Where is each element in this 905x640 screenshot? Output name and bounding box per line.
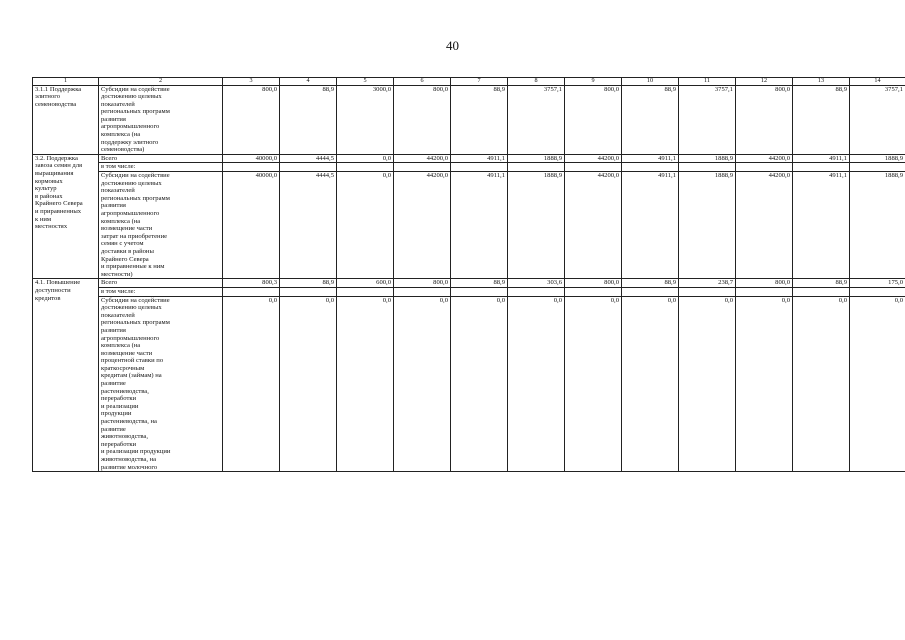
- page-number: 40: [446, 38, 459, 53]
- value-cell: 40000,0: [223, 154, 280, 163]
- measure-name: 3.1.1 Поддержка элитного семеноводства: [33, 85, 99, 154]
- value-cell: 4911,1: [451, 154, 508, 163]
- measure-name: 3.2. Поддержка завоза семян для выращивания кормовых культур в районах Крайнего Севера и приравненных к ним местностях: [33, 154, 99, 279]
- value-cell: 0,0: [337, 296, 394, 472]
- value-cell: [508, 287, 565, 296]
- table-row: [33, 279, 905, 288]
- value-cell: 44200,0: [394, 154, 451, 163]
- value-cell: 0,0: [451, 296, 508, 472]
- value-cell: 4911,1: [622, 172, 679, 279]
- value-cell: [679, 287, 736, 296]
- value-cell: 44200,0: [394, 172, 451, 279]
- value-cell: 88,9: [793, 279, 850, 288]
- value-cell: [337, 163, 394, 172]
- value-cell: 3757,1: [850, 85, 905, 154]
- value-cell: 800,0: [394, 85, 451, 154]
- column-header: 4: [280, 78, 337, 86]
- budget-table: [32, 77, 905, 472]
- funding-source-label: в том числе:: [99, 163, 223, 172]
- value-cell: [223, 287, 280, 296]
- column-header: 12: [736, 78, 793, 86]
- value-cell: 800,0: [736, 85, 793, 154]
- table-row: [33, 296, 905, 472]
- funding-source-label: в том числе:: [99, 287, 223, 296]
- value-cell: [394, 163, 451, 172]
- value-cell: 0,0: [337, 172, 394, 279]
- value-cell: 4444,5: [280, 172, 337, 279]
- value-cell: [622, 287, 679, 296]
- value-cell: 4444,5: [280, 154, 337, 163]
- value-cell: [280, 287, 337, 296]
- column-header: 2: [99, 78, 223, 86]
- value-cell: 44200,0: [736, 154, 793, 163]
- value-cell: 238,7: [679, 279, 736, 288]
- value-cell: 0,0: [736, 296, 793, 472]
- value-cell: 3000,0: [337, 85, 394, 154]
- value-cell: 1888,9: [679, 172, 736, 279]
- funding-source-label: Всего: [99, 279, 223, 288]
- value-cell: 0,0: [508, 296, 565, 472]
- header-row: [33, 78, 905, 86]
- value-cell: [394, 287, 451, 296]
- value-cell: 3757,1: [679, 85, 736, 154]
- value-cell: 1888,9: [508, 154, 565, 163]
- value-cell: 88,9: [793, 85, 850, 154]
- funding-source-label: Субсидии на содействие достижению целевых показателей региональных программ развития агропромышленного комплекса (на возмещение части затрат на приобретение семян с учетом доставки в районы Крайнего Севера и приравненные к ним местности): [99, 172, 223, 279]
- column-header: 8: [508, 78, 565, 86]
- funding-source-label: Всего: [99, 154, 223, 163]
- value-cell: 800,0: [736, 279, 793, 288]
- column-header: 1: [33, 78, 99, 86]
- value-cell: 0,0: [337, 154, 394, 163]
- value-cell: 44200,0: [565, 154, 622, 163]
- column-header: 11: [679, 78, 736, 86]
- value-cell: 0,0: [565, 296, 622, 472]
- table-row: [33, 85, 905, 154]
- value-cell: 0,0: [793, 296, 850, 472]
- value-cell: 0,0: [394, 296, 451, 472]
- value-cell: [451, 163, 508, 172]
- column-header: 13: [793, 78, 850, 86]
- value-cell: [850, 163, 905, 172]
- value-cell: [679, 163, 736, 172]
- column-header: 5: [337, 78, 394, 86]
- funding-source-label: Субсидии на содействие достижению целевых показателей региональных программ развития агропромышленного комплекса (на возмещение части процентной ставки по краткосрочным кредитам (займам) на развитие растениеводства, переработки и реализации продукции растениеводства, на развитие животноводства, переработки и реализации продукции животноводства, на развитие молочного: [99, 296, 223, 472]
- column-header: 3: [223, 78, 280, 86]
- value-cell: [508, 163, 565, 172]
- value-cell: 0,0: [280, 296, 337, 472]
- value-cell: [451, 287, 508, 296]
- value-cell: 0,0: [679, 296, 736, 472]
- value-cell: [622, 163, 679, 172]
- value-cell: 44200,0: [565, 172, 622, 279]
- value-cell: 40000,0: [223, 172, 280, 279]
- value-cell: 800,0: [565, 85, 622, 154]
- value-cell: [337, 287, 394, 296]
- value-cell: 0,0: [223, 296, 280, 472]
- value-cell: 3757,1: [508, 85, 565, 154]
- value-cell: 0,0: [850, 296, 905, 472]
- value-cell: [736, 163, 793, 172]
- measure-name: 4.1. Повышение доступности кредитов: [33, 279, 99, 472]
- column-header: 10: [622, 78, 679, 86]
- funding-source-label: Субсидии на содействие достижению целевых показателей региональных программ развития агропромышленного комплекса (на поддержку элитного семеноводства): [99, 85, 223, 154]
- value-cell: [793, 287, 850, 296]
- column-header: 14: [850, 78, 905, 86]
- value-cell: 88,9: [622, 279, 679, 288]
- value-cell: [565, 287, 622, 296]
- value-cell: 175,0: [850, 279, 905, 288]
- value-cell: 88,9: [451, 85, 508, 154]
- value-cell: 44200,0: [736, 172, 793, 279]
- table-row: [33, 287, 905, 296]
- value-cell: 1888,9: [508, 172, 565, 279]
- value-cell: 1888,9: [850, 154, 905, 163]
- value-cell: 1888,9: [679, 154, 736, 163]
- value-cell: 303,6: [508, 279, 565, 288]
- value-cell: 600,0: [337, 279, 394, 288]
- value-cell: 4911,1: [793, 154, 850, 163]
- value-cell: 800,0: [394, 279, 451, 288]
- table-body: [33, 78, 905, 472]
- column-header: 6: [394, 78, 451, 86]
- value-cell: [850, 287, 905, 296]
- value-cell: 88,9: [622, 85, 679, 154]
- value-cell: 88,9: [280, 85, 337, 154]
- column-header: 9: [565, 78, 622, 86]
- value-cell: 1888,9: [850, 172, 905, 279]
- value-cell: 4911,1: [622, 154, 679, 163]
- value-cell: 0,0: [622, 296, 679, 472]
- value-cell: 4911,1: [451, 172, 508, 279]
- value-cell: 88,9: [280, 279, 337, 288]
- value-cell: [736, 287, 793, 296]
- value-cell: 800,0: [223, 85, 280, 154]
- value-cell: [793, 163, 850, 172]
- value-cell: [280, 163, 337, 172]
- column-header: 7: [451, 78, 508, 86]
- table-row: [33, 172, 905, 279]
- value-cell: 800,0: [565, 279, 622, 288]
- table-row: [33, 154, 905, 163]
- value-cell: [223, 163, 280, 172]
- table-row: [33, 163, 905, 172]
- value-cell: [565, 163, 622, 172]
- value-cell: 800,3: [223, 279, 280, 288]
- value-cell: 88,9: [451, 279, 508, 288]
- value-cell: 4911,1: [793, 172, 850, 279]
